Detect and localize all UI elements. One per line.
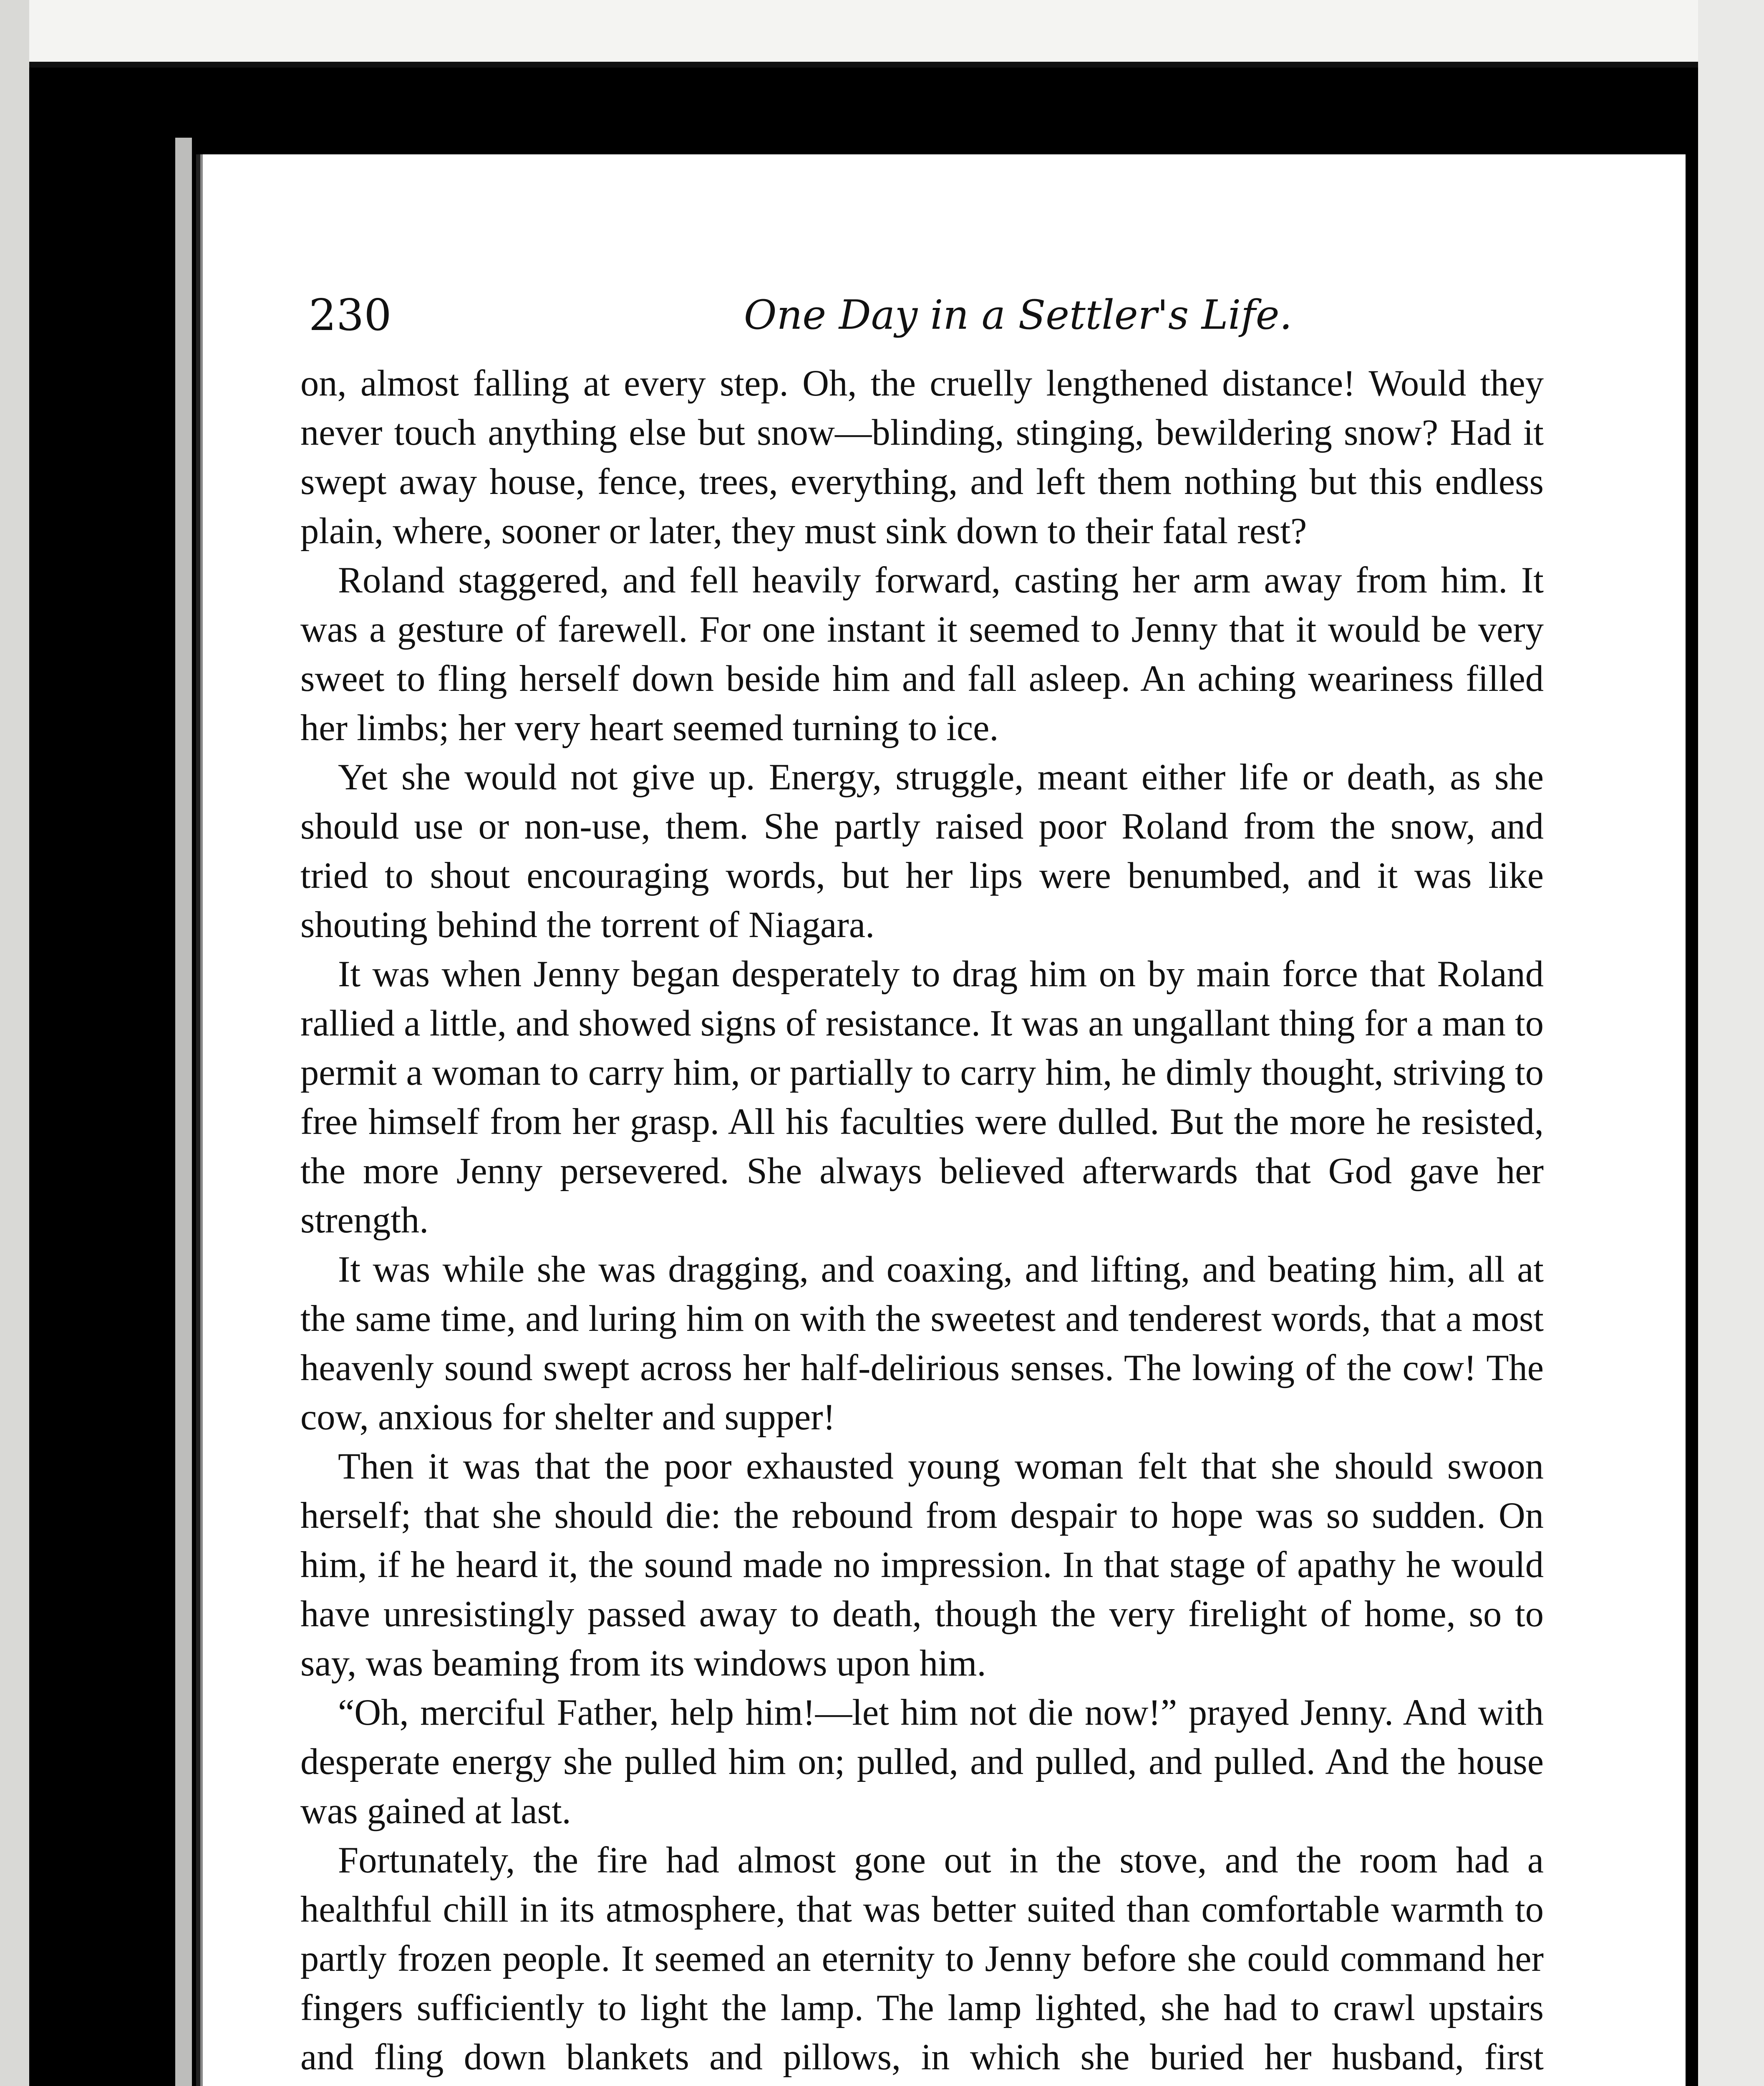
running-title: One Day in a Settler's Life. [743,292,1293,338]
paragraph-2: Roland staggered, and fell heavily forward, casting her arm away from him. It was a gesture of farewell. For one instant it seemed to Jenny that it would be very sweet to fling herself down beside him and fall asleep. An aching weariness filled her limbs; her very heart seemed turning to ice. [300,560,1544,748]
binding-shadow [0,62,1764,68]
page-body [300,359,1544,2086]
book-page [196,154,1686,2086]
left-scan-margin [0,0,29,2086]
page-number: 230 [309,290,392,340]
paragraph-6: Then it was that the poor exhausted young woman felt that she should swoon herself; that she should die: the rebound from despair to hope was so sudden. On him, if he heard it, the sound made no impression. In that stage of apathy he would have unresistingly passed away to death, though the very firelight of home, so to say, was beaming from its windows upon him. [300,1446,1544,1684]
paragraph-7: “Oh, merciful Father, help him!—let him not die now!” prayed Jenny. And with desperate energy she pulled him on; pulled, and pulled, and pulled. And the house was gained at last. [300,1692,1544,1832]
paragraph-1: on, almost falling at every step. Oh, the cruelly lengthened distance! Would they never touch anything else but snow—blinding, stinging, bewildering snow? Had it swept away house, fence, trees, everything, and left them nothing but this endless plain, where, sooner or later, they must sink down to their fatal rest? [300,363,1544,552]
page-header [309,275,1727,355]
paragraph-5: It was while she was dragging, and coaxing, and lifting, and beating him, all at the same time, and luring him on with the sweetest and tenderest words, that a most heavenly sound swept across her half-delirious senses. The lowing of the cow! The cow, anxious for shelter and supper! [300,1249,1544,1438]
page-gutter-edge [175,138,192,2086]
paragraph-8: Fortunately, the fire had almost gone out in the stove, and the room had a healthful chill in its atmosphere, that was better suited than comfortable warmth to partly frozen people. It seemed an eternity to Jenny before she could command her fingers sufficiently to light the lamp. The lamp lighted, she had to crawl upstairs and fling down blankets and pillows, in which she buried her husband, first [300,1840,1544,2078]
paragraph-4: It was when Jenny began desperately to drag him on by main force that Roland rallied a little, and showed signs of resistance. It was an ungallant thing for a man to permit a woman to carry him, or partially to carry him, he dimly thought, striving to free himself from her grasp. All his faculties were dulled. But the more he resisted, the more Jenny persevered. She always believed afterwards that God gave her strength. [300,954,1544,1241]
paragraph-3: Yet she would not give up. Energy, struggle, meant either life or death, as she should use or non-use, them. She partly raised poor Roland from the snow, and tried to shout encouraging words, but her lips were benumbed, and it was like shouting behind the torrent of Niagara. [300,757,1544,945]
previous-page-edge [0,0,1764,63]
